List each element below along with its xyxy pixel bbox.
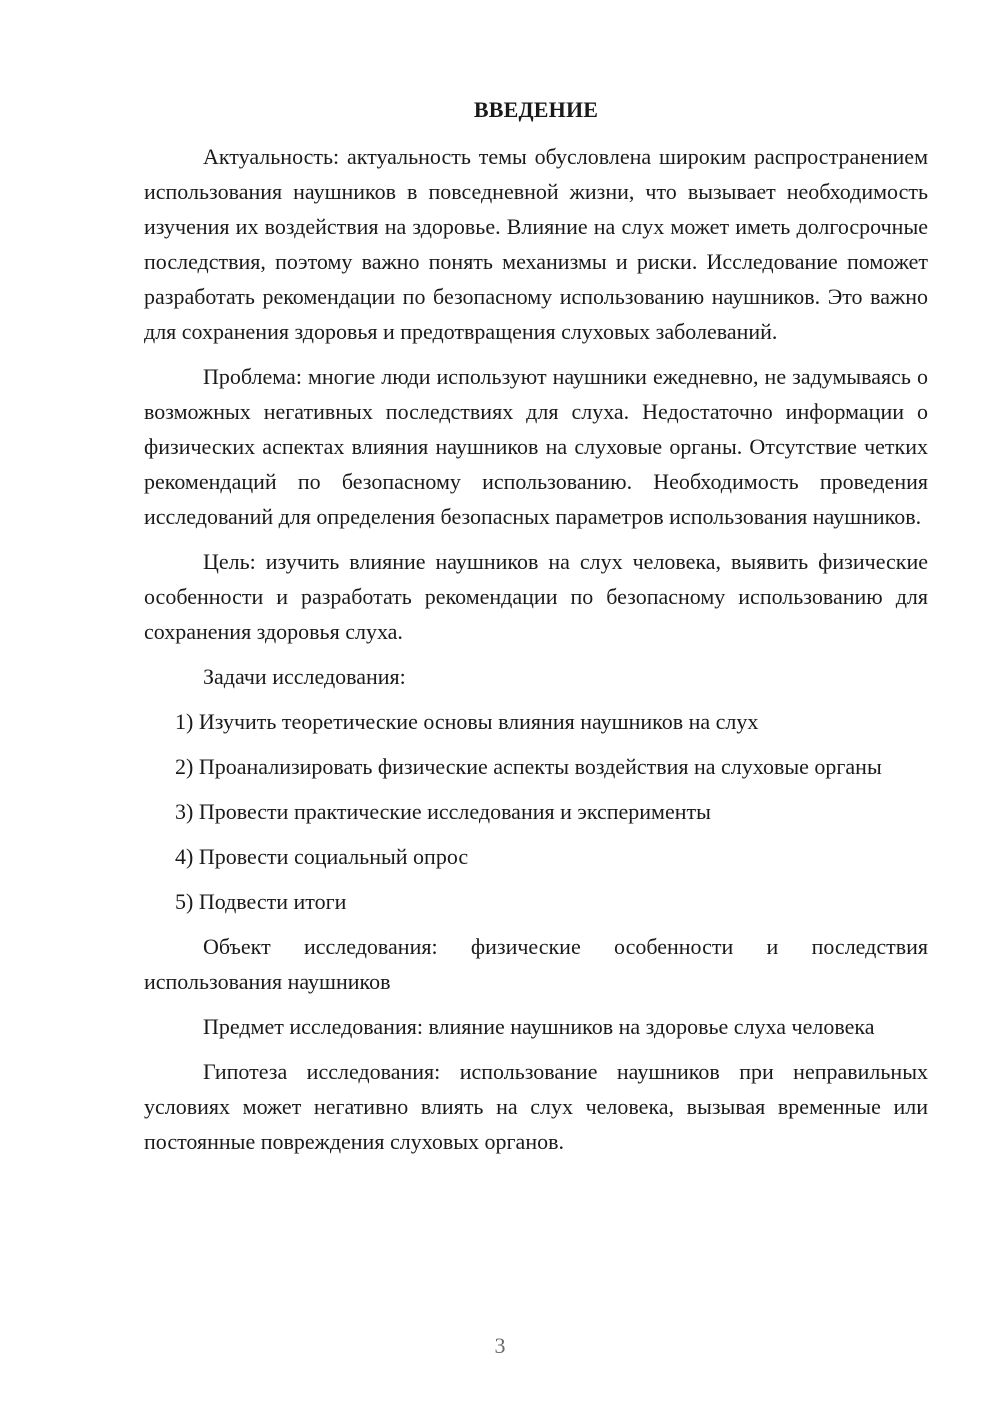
task-item: 2) Проанализировать физические аспекты воздействия на слуховые органы [175,754,882,779]
page-number: 3 [494,1333,506,1358]
task-item: 1) Изучить теоретические основы влияния наушников на слух [175,709,759,734]
task-item: 3) Провести практические исследования и эксперименты [175,799,711,824]
document-page [144,92,928,1169]
paragraph-object: Объект исследования: физические особенности и последствия использования наушников [144,934,928,994]
paragraph-problem: Проблема: многие люди используют наушники ежедневно, не задумываясь о возможных негативных последствиях для слуха. Недостаточно информации о физических аспектах влияния наушников на слуховые органы. Отсутствие четких рекомендаций по безопасному использованию. Необходимость проведения исследований для определения безопасных параметров использования наушников. [144,364,928,529]
paragraph-goal: Цель: изучить влияние наушников на слух человека, выявить физические особенности и разработать рекомендации по безопасному использованию для сохранения здоровья слуха. [144,549,928,644]
paragraph-hypothesis: Гипотеза исследования: использование наушников при неправильных условиях может негативно влиять на слух человека, вызывая временные или постоянные повреждения слуховых органов. [144,1059,928,1154]
paragraph-subject: Предмет исследования: влияние наушников на здоровье слуха человека [203,1014,875,1039]
tasks-heading: Задачи исследования: [203,664,406,689]
paragraph-relevance: Актуальность: актуальность темы обусловлена широким распространением использования наушников в повседневной жизни, что вызывает необходимость изучения их воздействия на здоровье. Влияние на слух может иметь долгосрочные последствия, поэтому важно понять механизмы и риски. Исследование поможет разработать рекомендации по безопасному использованию наушников. Это важно для сохранения здоровья и предотвращения слуховых заболеваний. [144,144,928,344]
task-item: 5) Подвести итоги [175,889,347,914]
task-item: 4) Провести социальный опрос [175,844,469,869]
document-title: ВВЕДЕНИЕ [473,97,599,122]
